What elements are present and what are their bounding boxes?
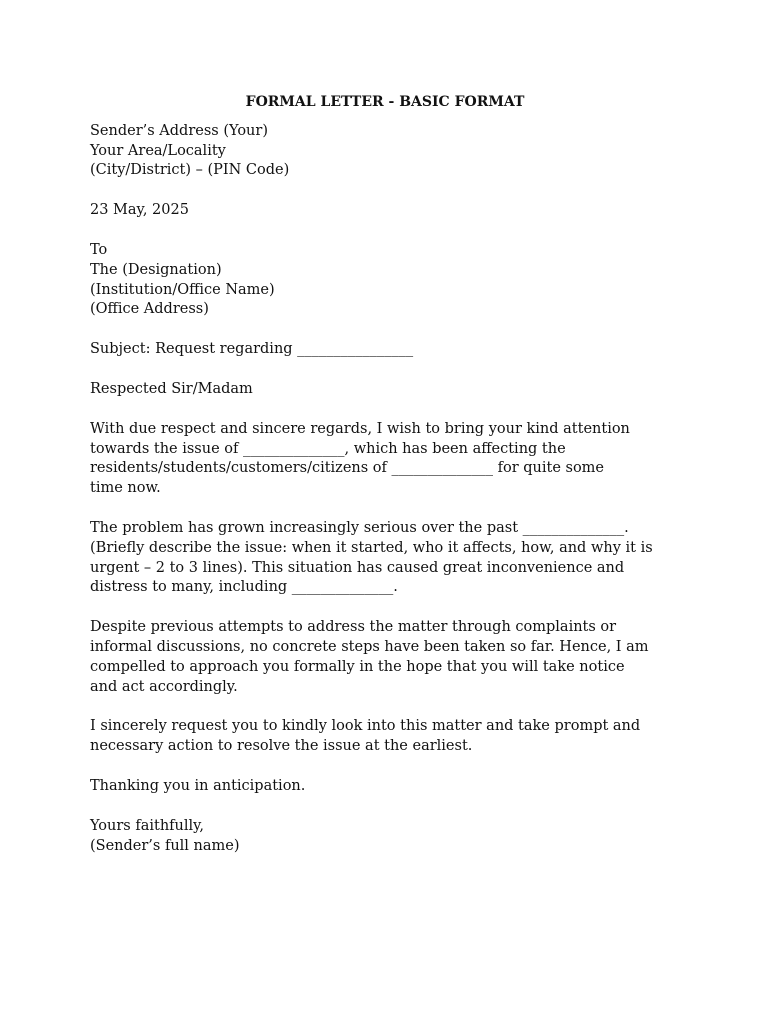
letter-signature: (Sender’s full name) <box>90 837 240 854</box>
sender-address-line: Your Area/Locality <box>90 142 226 159</box>
letter-date: 23 May, 2025 <box>90 202 189 219</box>
paragraph-line: I sincerely request you to kindly look into this matter and take prompt and <box>90 718 641 735</box>
recipient-line: To <box>90 241 108 258</box>
paragraph-line: time now. <box>90 480 161 497</box>
letter-page <box>90 93 690 856</box>
paragraph-line: distress to many, including ______________. <box>90 579 398 596</box>
body-paragraph-2 <box>90 519 690 598</box>
paragraph-line: and act accordingly. <box>90 678 238 695</box>
sender-address-line: Sender’s Address (Your) <box>90 122 268 139</box>
letter-title: FORMAL LETTER - BASIC FORMAT <box>245 94 525 110</box>
recipient-address <box>90 241 690 320</box>
body-paragraph-3 <box>90 618 690 697</box>
paragraph-line: (Briefly describe the issue: when it started, who it affects, how, and why it is <box>90 539 653 556</box>
paragraph-line: With due respect and sincere regards, I wish to bring your kind attention <box>90 420 630 437</box>
letter-subject: Subject: Request regarding ________________ <box>90 341 414 358</box>
paragraph-line: necessary action to resolve the issue at the earliest. <box>90 738 473 755</box>
letter-thanks: Thanking you in anticipation. <box>90 777 306 794</box>
recipient-line: (Institution/Office Name) <box>90 281 275 298</box>
paragraph-line: informal discussions, no concrete steps have been taken so far. Hence, I am <box>90 638 649 655</box>
paragraph-line: compelled to approach you formally in the hope that you will take notice <box>90 658 625 675</box>
paragraph-line: towards the issue of ______________, which has been affecting the <box>90 440 566 457</box>
paragraph-line: urgent – 2 to 3 lines). This situation has caused great inconvenience and <box>90 559 625 576</box>
letter-closing: Yours faithfully, <box>90 817 205 834</box>
letter-signoff <box>90 817 690 857</box>
sender-address-line: (City/District) – (PIN Code) <box>90 162 290 179</box>
paragraph-line: residents/students/customers/citizens of ______________ for quite some <box>90 460 605 477</box>
paragraph-line: The problem has grown increasingly serious over the past ______________. <box>90 519 629 536</box>
body-paragraph-1 <box>90 420 690 499</box>
letter-salutation: Respected Sir/Madam <box>90 380 253 397</box>
body-paragraph-4 <box>90 717 690 757</box>
recipient-line: (Office Address) <box>90 301 209 318</box>
recipient-line: The (Designation) <box>90 261 222 278</box>
sender-address <box>90 122 690 181</box>
paragraph-line: Despite previous attempts to address the matter through complaints or <box>90 619 617 636</box>
